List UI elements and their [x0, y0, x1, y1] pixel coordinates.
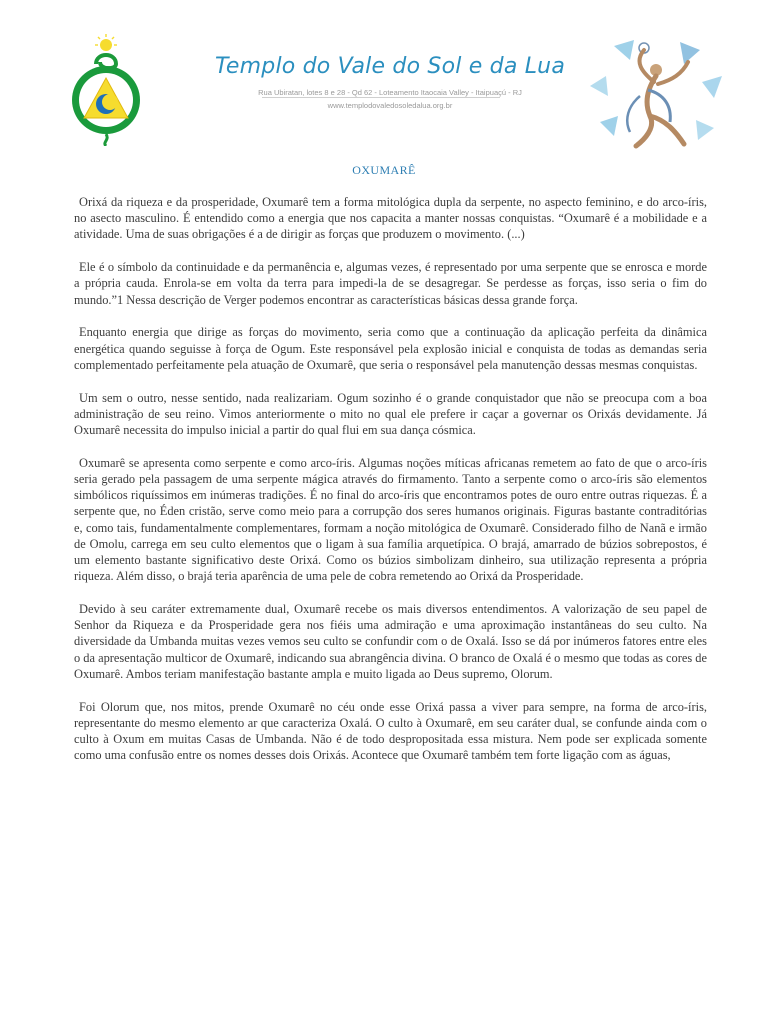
paragraph: Oxumarê se apresenta como serpente e como arco-íris. Algumas noções míticas africanas remetem ao fato de que o arco-íris seria gerado pela passagem de uma serpente mágica através do firmamento. Tanto a serpente como o arco-íris são elementos simbólicos riquíssimos em inúmeras tradições. É no final do arco-íris que encontramos potes de ouro entre outras riquezas. É a serpente que, no Éden cristão, serve como meio para a corrupção dos seres humanos originais. Figuras bastante contraditórias e, como tais, fundamentalmente complementares, formam a noção mitológica de Oxumarê. Considerado filho de Nanã e irmão de Omolu, carrega em seu culto elementos que o ligam à sua família arquetípica. O brajá, amarrado de búzios sobrepostos, é um elemento bastante significativo deste Orixá. Como os búzios simbolizam dinheiro, sua utilização representa a própria riqueza. Além disso, o brajá teria aparência de uma pele de cobra remetendo ao Orixá da Prosperidade. [74, 455, 707, 584]
paragraph: Um sem o outro, nesse sentido, nada realizariam. Ogum sozinho é o grande conquistador que não se preocupa com a boa administração de seu reino. Vimos anteriormente o mito no qual ele prefere ir caçar a governar os Orixás devidamente. Já Oxumarê necessita do impulso inicial a partir do qual flui em sua dança cósmica. [74, 390, 707, 438]
paragraph: Foi Olorum que, nos mitos, prende Oxumarê no céu onde esse Orixá passa a viver para sempre, na forma de arco-íris, representante do mesmo elemento ar que caracteriza Oxalá. O culto à Oxumarê, em seu caráter dual, se confunde ainda com o culto à Oxum em muitas Casas de Umbanda. Não é de todo despropositada essa mistura. Nem pode ser explicada somente como uma confusão entre os nomes desses dois Orixás. Acontece que Oxumarê também tem forte ligação com as águas, [74, 699, 707, 763]
site-url: www.templodovaledosoledalua.org.br [327, 101, 453, 110]
sun-icon [95, 34, 117, 51]
temple-emblem-logo [66, 34, 146, 146]
site-title: Templo do Vale do Sol e da Lua [215, 54, 565, 79]
site-address: Rua Ubiratan, lotes 8 e 28 - Qd 62 - Loteamento Itaocaia Valley - Itaipuaçú - RJ [258, 88, 522, 97]
header-divider [262, 97, 500, 98]
document-heading: OXUMARÊ [352, 163, 416, 177]
paragraph: Ele é o símbolo da continuidade e da permanência e, algumas vezes, é representado por uma serpente que se enrosca e morde a própria cauda. Enrola-se em volta da terra para impedi-la de se desagregar. Se perdesse as forças, isso seria o fim do mundo.”1 Nessa descrição de Verger podemos encontrar as características básicas dessa grande força. [74, 260, 707, 307]
dancer-figure-icon [627, 50, 688, 146]
paragraph: Enquanto energia que dirige as forças do movimento, seria como que a continuação da aplicação perfeita da dinâmica energética quando seguisse à força de Ogum. Este responsável pela explosão inicial e conquista de todas as demandas seria complementado perfeitamente pela atuação de Oxumarê, que seria o responsável pela manutenção dessas mesmas conquistas. [74, 325, 707, 372]
dancing-figure-illustration [584, 36, 726, 150]
document-body [74, 194, 707, 763]
paragraph: Orixá da riqueza e da prosperidade, Oxumarê tem a forma mitológica dupla da serpente, no aspecto feminino, e do arco-íris, no asecto masculino. É entendido como a energia que nos capacita a manter nossas conquistas. “Oxumarê é a mobilidade e a atividade. Uma de suas obrigações é a de dirigir as forças que produzem o movimento. (...) [74, 195, 707, 242]
paragraph: Devido à seu caráter extremamente dual, Oxumarê recebe os mais diversos entendimentos. A valorização de seu papel de Senhor da Riqueza e da Prosperidade gera nos fiéis uma admiração e uma aproximação instantâneas do seu culto. Na diversidade da Umbanda muitas vezes vemos seu culto se confundir com o de Oxalá. Isso se dá por inúmeros fatores entre eles o da apresentação multicor de Oxumarê, indicando sua abrangência divina. O branco de Oxalá é o mesmo que todas as cores de Oxumarê. Ambos teriam manifestação bastante ampla e muito ligada ao Deus supremo, Olorum. [74, 602, 707, 681]
